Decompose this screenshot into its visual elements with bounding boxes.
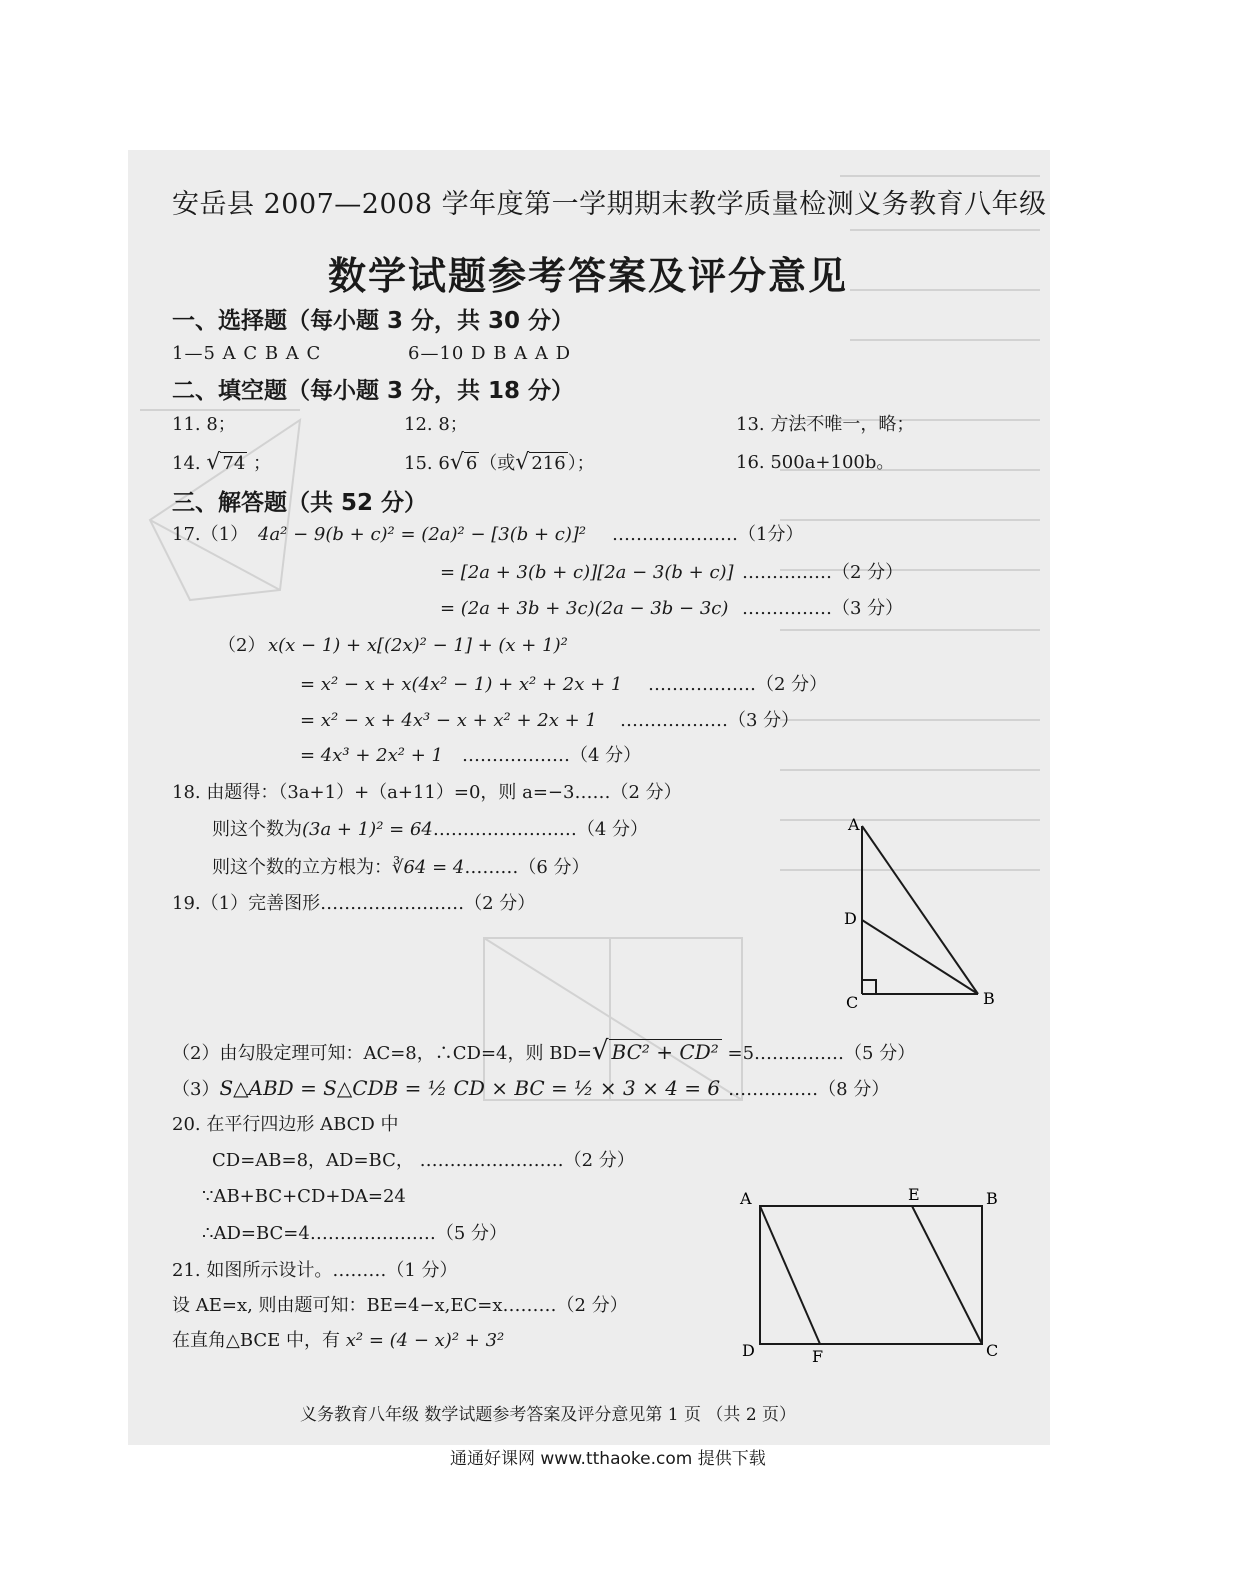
q21-rectangle-figure [730, 1180, 1030, 1370]
q19-line3: （3）S△ABD = S△CDB = ½ CD × BC = ½ × 3 × 4 = 6 ……………（8 分） [172, 1076, 890, 1100]
q21-line3: 在直角△BCE 中，有 x² = (4 − x)² + 3² [172, 1330, 505, 1351]
fig21-label-B: B [986, 1189, 998, 1208]
fig19-right-angle-mark [862, 980, 876, 994]
q17-part2-line3: = x² − x + 4x³ − x + x² + 2x + 1 [300, 710, 597, 731]
section-choice-heading: 一、选择题（每小题 3 分，共 30 分） [172, 308, 575, 334]
q17-part2-line4: = 4x³ + 2x² + 1 [300, 745, 443, 766]
fill-answer-14-radicand: 74 [222, 453, 246, 474]
q19-triangle-figure [838, 812, 1018, 1022]
q17-part2-line3-score: ………………（3 分） [620, 710, 800, 731]
q20-line2: CD=AB=8，AD=BC， ……………………（2 分） [212, 1150, 635, 1171]
q18-line2: 则这个数为(3a + 1)² = 64……………………（4 分） [212, 819, 649, 840]
q17-part2-label: （2） [218, 635, 266, 656]
fill-answer-14: 14. √ 74 ； [172, 450, 272, 475]
fig21-label-F: F [812, 1347, 824, 1366]
fig19-label-B: B [983, 989, 995, 1008]
section-fill-heading: 二、填空题（每小题 3 分，共 18 分） [172, 378, 575, 404]
q20-line1: 20. 在平行四边形 ABCD 中 [172, 1114, 399, 1135]
section-solve-heading: 三、解答题（共 52 分） [172, 490, 428, 516]
q17-label: 17.（1） [172, 524, 249, 545]
q17-part2-line2: = x² − x + x(4x² − 1) + x² + 2x + 1 [300, 674, 623, 695]
fig19-label-D: D [844, 909, 857, 928]
q17-part2-line2-score: ………………（2 分） [648, 674, 828, 695]
fig21-label-C: C [986, 1341, 999, 1360]
q17-part1-line3-score: ……………（3 分） [742, 598, 904, 619]
fig21-rectangle-ABCD [760, 1206, 982, 1344]
fig19-label-C: C [846, 993, 859, 1012]
fig19-side-AB [862, 826, 978, 994]
q19-line1: 19.（1）完善图形……………………（2 分） [172, 893, 536, 914]
q18-line3: 则这个数的立方根为：∛64 = 4………（6 分） [212, 857, 590, 878]
choice-answers-6-10: 6—10 D B A A D [408, 343, 572, 364]
fig19-segment-DB [862, 920, 978, 994]
q19-line2: （2）由勾股定理可知：AC=8，∴CD=4，则 BD=√ BC² + CD² =5……………（5 分） [172, 1036, 916, 1066]
fill-answer-11: 11. 8； [172, 414, 236, 435]
q17-part2-line1: x(x − 1) + x[(2x)² − 1] + (x + 1)² [268, 635, 568, 656]
q17-part2-line4-score: ………………（4 分） [462, 745, 642, 766]
fig21-segment-EC [912, 1206, 982, 1344]
q18-line1: 18. 由题得：（3a+1）+（a+11）=0，则 a=−3……（2 分） [172, 782, 682, 803]
answer-title: 数学试题参考答案及评分意见 [328, 254, 849, 298]
q21-line1: 21. 如图所示设计。………（1 分） [172, 1260, 458, 1281]
fig19-label-A: A [848, 815, 860, 834]
fill-answer-16: 16. 500a+100b。 [736, 452, 895, 473]
q17-part1-line1-score: …………………（1分） [612, 524, 804, 545]
fill-answer-12: 12. 8； [404, 414, 468, 435]
q20-line3: ∵AB+BC+CD+DA=24 [202, 1186, 406, 1207]
fill-answer-14-number: 14. [172, 453, 201, 474]
q17-part1-line2: = [2a + 3(b + c)][2a − 3(b + c)] [440, 562, 734, 583]
q17-part1-line1: 4a² − 9(b + c)² = (2a)² − [3(b + c)]² [258, 524, 587, 545]
download-credit: 通通好课网 www.tthaoke.com 提供下载 [450, 1449, 766, 1469]
exam-title: 安岳县 2007—2008 学年度第一学期期末教学质量检测义务教育八年级 [172, 189, 1047, 220]
fill-answer-13: 13. 方法不唯一，略； [736, 414, 915, 435]
choice-answers-1-5: 1—5 A C B A C [172, 343, 322, 364]
fig21-label-D: D [742, 1341, 755, 1360]
fig21-label-A: A [740, 1189, 752, 1208]
fig21-label-E: E [908, 1185, 920, 1204]
q20-line4: ∴AD=BC=4…………………（5 分） [202, 1223, 508, 1244]
page-footer: 义务教育八年级 数学试题参考答案及评分意见第 1 页 （共 2 页） [300, 1405, 797, 1425]
q21-line2: 设 AE=x, 则由题可知：BE=4−x,EC=x………（2 分） [172, 1295, 628, 1316]
fill-answer-15: 15. 6√ 6 （或√ 216 ）； [404, 450, 595, 475]
q17-part1-line2-score: ……………（2 分） [742, 562, 904, 583]
q17-part1-line3: = (2a + 3b + 3c)(2a − 3b − 3c) [440, 598, 729, 619]
fig21-segment-AF [760, 1206, 820, 1344]
